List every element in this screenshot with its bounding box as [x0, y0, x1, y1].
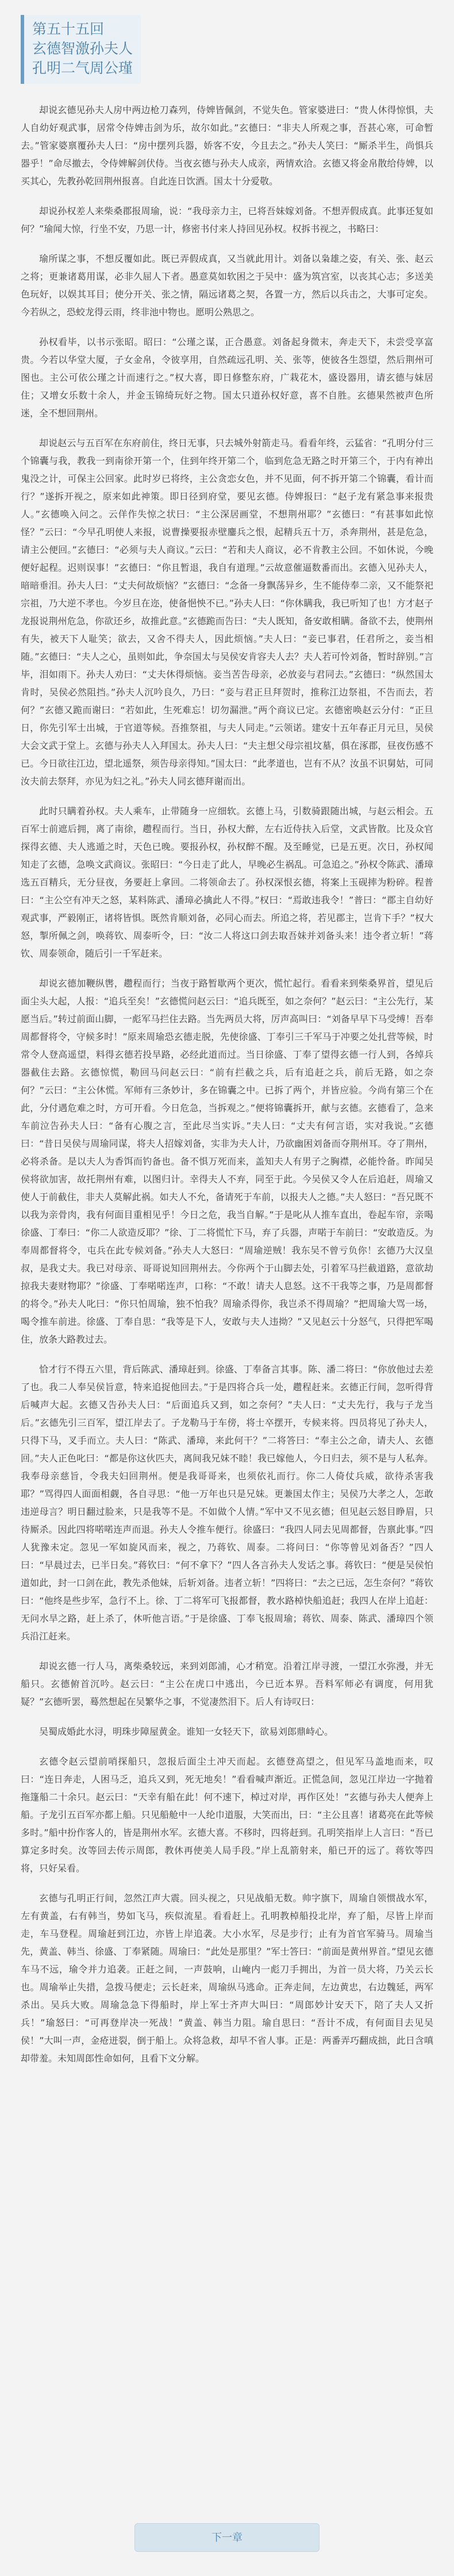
next-chapter-button[interactable]: 下一章 — [134, 2523, 320, 2552]
chapter-heading — [21, 15, 141, 84]
paragraph: 此时只瞒着孙权。夫人乘车，止带随身一应细软。玄德上马，引数骑跟随出城，与赵云相会。五百军士前遮后拥，离了南徐，趱程而行。当日，孙权大醉，左右近侍扶入后堂，文武皆散。比及众官探得玄德、夫人逃遁之时，天色已晚。要报孙权，孙权醉不醒。及至睡觉，已是五更。次日，孙权闻知走了玄德，急唤文武商议。张昭曰：“今日走了此人，早晚必生祸乱。可急追之。”孙权令陈武、潘璋选五百精兵，无分昼夜，务要赶上拿回。二将领命去了。孙权深恨玄德，将案上玉砚摔为粉碎。程普曰：“主公空有冲天之怒，某料陈武、潘璋必擒此人不得。”权曰：“焉敢违我令！”普曰：“郡主自幼好观武事，严毅刚正，诸将皆惧。既然肯顺刘备，必同心而去。所追之将，若见郡主，岂肯下手？”权大怒，掣所佩之剑，唤蒋钦、周泰听令，曰：“汝二人将这口剑去取吾妹并刘备头来！违令者立斩！”蒋钦、周泰领命，随后引一千军赶来。 — [21, 806, 433, 959]
paragraph: 玄德与孔明正行间，忽然江声大震。回头视之，只见战船无数。帅字旗下，周瑜自领惯战水军，左有黄盖，右有韩当，势如飞马，疾似流星。看看赶上。孔明教棹船投北岸，弃了船，尽皆上岸而走，车马登程。周瑜赶到江边，亦皆上岸追袭。大小水军，尽是步行；止有为首官军骑马。周瑜当先，黄盖、韩当、徐盛、丁奉紧随。周瑜曰：“此处是那里？”军士答曰：“前面是黄州界首。”望见玄德车马不远，瑜令并力追袭。正赶之间，一声鼓响，山崦内一彪刀手拥出，为首一员大将，乃关云长也。周瑜举止失措，急拨马便走；云长赶来，周瑜纵马逃命。正奔走间，左边黄忠，右边魏延，两军杀出。吴兵大败。周瑜急急下得船时，岸上军士齐声大叫曰：“周郎妙计安天下，陪了夫人又折兵！”瑜怒曰：“可再登岸决一死战！”黄盖、韩当力阻。瑜自思曰：“吾计不成，有何面目去见吴侯！”大叫一声，金疮迸裂，倒于船上。众将急救，却早不省人事。正是：两番弄巧翻成拙，此日含嗔却带羞。未知周郎性命如何，且看下文分解。 — [21, 1893, 433, 2064]
chapter-number: 第五十五回 — [32, 21, 105, 37]
paragraph: 却说玄德加鞭纵辔，趱程而行；当夜于路暂歇两个更次，慌忙起行。看看来到柴桑界首，望见后面尘头大起，人报：“追兵至矣！”玄德慌问赵云曰：“追兵既至，如之奈何？”赵云曰：“主公先行，某愿当后。”转过前面山脚，一彪军马拦住去路。当先两员大将，厉声高叫曰：“刘备早早下马受缚！吾奉周都督将令，守候多时！”原来周瑜恐玄德走脱，先使徐盛、丁奉引三千军马于冲要之处扎营等候，时常令人登高遥望，料得玄德若投旱路，必经此道而过。当日徐盛、丁奉了望得玄德一行人到，各绰兵器截住去路。玄德惊慌，勒回马问赵云曰：“前有拦截之兵，后有追赶之兵，前后无路，如之奈何？”云曰：“主公休慌。军师有三条妙计，多在锦囊之中。已拆了两个，并皆应验。今尚有第三个在此，分付遇危难之时，方可开看。今日危急，当拆观之。”便将锦囊拆开，献与玄德。玄德看了，急来车前泣告孙夫人曰：“备有心腹之言，至此尽当实诉。”夫人曰：“丈夫有何言语，实对我说。”玄德曰：“昔日吴侯与周瑜同谋，将夫人招嫁刘备，实非为夫人计，乃欲幽困刘备而夺荆州耳。夺了荆州，必将杀备。是以夫人为香饵而钓备也。备不惧万死而来，盖知夫人有男子之胸襟，必能怜备。昨闻吴侯将欲加害，故托荆州有难，以图归计。幸得夫人不弃，同至于此。今吴侯又令人在后追赶，周瑜又使人于前截住，非夫人莫解此祸。如夫人不允，备请死于车前，以报夫人之德。”夫人怒曰：“吾兄既不以我为亲骨肉，我有何面目重相见乎！今日之危，我当自解。”于是叱从人推车直出，卷起车帘，亲喝徐盛、丁奉曰：“你二人欲造反耶？”徐、丁二将慌忙下马，弃了兵器，声喏于车前曰：“安敢造反。为奉周都督将令，屯兵在此专候刘备。”孙夫人大怒曰：“周瑜逆贼！我东吴不曾亏负你！玄德乃大汉皇叔，是我丈夫。我已对母亲、哥哥说知回荆州去。今你两个于山脚去处，引着军马拦截道路，意欲劫掠我夫妻财物耶？”徐盛、丁奉喏喏连声，口称：“不敢！请夫人息怒。这不干我等之事，乃是周都督的将令。”孙夫人叱曰：“你只怕周瑜，独不怕我？周瑜杀得你，我岂杀不得周瑜？”把周瑜大骂一场，喝令推车前进。徐盛、丁奉自思：“我等是下人，安敢与夫人违拗？”又见赵云十分怒气，只得把军喝住，放条大路教过去。 — [21, 978, 433, 1345]
paragraph: 却说玄德一行人马，离柴桑较远，来到刘郎浦，心才稍宽。沿着江岸寻渡，一望江水弥漫，并无船只。玄德俯首沉吟。赵云曰：“主公在虎口中逃出，今已近本界。吾料军师必有调度，何用犹疑？”玄德听罢，蓦然想起在吴繁华之事，不觉凄然泪下。后人有诗叹曰： — [21, 1661, 433, 1707]
chapter-navigation — [134, 2523, 320, 2552]
chapter-title-line-2: 孔明二气周公瑾 — [32, 60, 133, 76]
poem-paragraph: 吴蜀成婚此水浔，明珠步障屋黄金。谁知一女轻天下，欲易刘郎鼎峙心。 — [39, 1726, 334, 1737]
paragraph: 玄德令赵云望前哨探船只，忽报后面尘土冲天而起。玄德登高望之，但见军马盖地而来，叹曰：“连日奔走，人困马乏，追兵又到，死无地矣！”看看喊声渐近。正慌急间，忽见江岸边一字抛着拖篷船二十余只。赵云曰：“天幸有船在此！何不速下，棹过对岸，再作区处！”玄德与孙夫人便奔上船。子龙引五百军亦都上船。只见船舱中一人纶巾道服，大笑而出，曰：“主公且喜！诸葛亮在此等候多时。”船中扮作客人的，皆是荆州水军。玄德大喜。不移时，四将赶到。孔明笑指岸上人言曰：“吾已算定多时矣。汝等回去传示周郎，教休再使美人局手段。”岸上乱箭射来，船已开的远了。蒋钦等四将，只好呆看。 — [21, 1756, 433, 1874]
chapter-content — [21, 101, 433, 2067]
paragraph: 瑜所谋之事，不想反覆如此。既已弄假成真，又当就此用计。刘备以枭雄之姿，有关、张、赵云之将；更兼诸葛用谋，必非久屈人下者。愚意莫如软困之于吴中：盛为筑宫室，以丧其心志；多送美色玩好，以娱其耳目；使分开关、张之情，隔远诸葛之契，各置一方，然后以兵击之，大事可定矣。今若纵之，恐蛟龙得云雨，终非池中物也。愿明公熟思之。 — [21, 253, 433, 318]
paragraph: 恰才行不得五六里，背后陈武、潘璋赶到。徐盛、丁奉备言其事。陈、潘二将曰：“你放他过去差了也。我二人奉吴侯旨意，特来追捉他回去。”于是四将合兵一处，趱程赶来。玄德正行间，忽听得背后喊声大起。玄德又告孙夫人曰：“后面追兵又到，如之奈何？”夫人曰：“丈夫先行，我与子龙当后。”玄德先引三百军，望江岸去了。子龙勒马于车傍，将士卒摆开，专候来将。四员将见了孙夫人，只得下马，叉手而立。夫人曰：“陈武、潘璋，来此何干？”二将答曰：“奉主公之命，请夫人、玄德回。”夫人正色叱曰：“都是你这伙匹夫，离间我兄妹不睦！我已嫁他人，今日归去，须不是与人私奔。我奉母亲慈旨，令我夫妇回荆州。便是我哥哥来，也须依礼而行。你二人倚仗兵威，欲待杀害我耶？”骂得四人面面相觑，各自寻思：“他一万年也只是兄妹。更兼国太作主；吴侯乃大孝之人，怎敢违逆母言？明日翻过脸来，只是我等不是。不如做个人情。”军中又不见玄德；但见赵云怒目睁眉，只待厮杀。因此四将喏喏连声而退。孙夫人令推车便行。徐盛曰：“我四人同去见周都督，告禀此事。”四人犹豫未定。忽见一军如旋风而来，视之，乃蒋钦、周泰。二将问曰：“你等曾见刘备否？”四人曰：“早晨过去，已半日矣。”蒋钦曰：“何不拿下？”四人各言孙夫人发话之事。蒋钦曰：“便是吴侯怕道如此，封一口剑在此，教先杀他妹，后斩刘备。违者立斩！”四将曰：“去之已远，怎生奈何？”蒋钦曰：“他终是些步军，急行不上。徐、丁二将军可飞报都督，教水路棹快船追赶；我四人在岸上追赶：无问水旱之路，赶上杀了，休听他言语。”于是徐盛、丁奉飞报周瑜；蒋钦、周泰、陈武、潘璋四个领兵沿江赶来。 — [21, 1364, 433, 1642]
chapter-title-line-1: 玄德智激孙夫人 — [32, 40, 133, 57]
paragraph: 却说赵云与五百军在东府前住，终日无事，只去城外射箭走马。看看年终，云猛省：“孔明分付三个锦囊与我，教我一到南徐开第一个，住到年终开第二个，临到危急无路之时开第三个，于内有神出鬼没之计，可保主公回家。此时岁已将终，主公贪恋女色，并不见面，何不拆开第二个锦囊，看计而行？”遂拆开视之，原来如此神策。即日径到府堂，要见玄德。侍婢报曰：“赵子龙有紧急事来报贵人。”玄德唤入问之。云佯作失惊之状曰：“主公深居画堂，不想荆州耶？”玄德曰：“有甚事如此惊怪？”云曰：“今早孔明使人来报，说曹操要报赤壁鏖兵之恨，起精兵五十万，杀奔荆州，甚是危急，请主公便回。”玄德曰：“必须与夫人商议。”云曰：“若和夫人商议，必不肯教主公回。不如休说，今晚便好起程。迟则误事！”玄德曰：“你且暂退，我自有道理。”云故意催逼数番而出。玄德入见孙夫人，暗暗垂泪。孙夫人曰：“丈夫何故烦恼？”玄德曰：“念备一身飘荡异乡，生不能侍奉二亲，又不能祭祀宗祖，乃大逆不孝也。今岁旦在迩，使备悒怏不已。”孙夫人曰：“你休瞒我，我已听知了也！方才赵子龙报说荆州危急，你欲还乡，故推此意。”玄德跪而告曰：“夫人既知，备安敢相瞒。备欲不去，使荆州有失，被天下人耻笑；欲去，又舍不得夫人，因此烦恼。”夫人曰：“妾已事君，任君所之，妾当相随。”玄德曰：“夫人之心，虽则如此，争奈国太与吴侯安肯容夫人去？夫人若可怜刘备，暂时辞别。”言毕，泪如雨下。孙夫人劝曰：“丈夫休得烦恼。妾当苦告母亲，必放妾与君同去。”玄德曰：“纵然国太肯时，吴侯必然阻挡。”孙夫人沉吟良久，乃曰：“妾与君正旦拜贺时，推称江边祭祖，不告而去，若何？”玄德又跪而谢曰：“若如此，生死难忘！切勿漏泄。”两个商议已定。玄德密唤赵云分付：“正旦日，你先引军士出城，于官道等候。吾推祭祖，与夫人同走。”云领诺。建安十五年春正月元旦，吴侯大会文武于堂上。玄德与孙夫人入拜国太。孙夫人曰：“夫主想父母宗祖坟墓，俱在涿郡，昼夜伤感不已。今日欲往江边，望北遥祭，须告母亲得知。”国太曰：“此孝道也，岂有不从？汝虽不识舅姑，可同汝夫前去祭拜，亦见为妇之礼。”孙夫人同玄德拜谢而出。 — [21, 438, 433, 787]
paragraph: 孙权看毕，以书示张昭。昭曰：“公瑾之谋，正合愚意。刘备起身微末，奔走天下，未尝受享富贵。今若以华堂大厦，子女金帛，令彼享用，自然疏远孔明、关、张等，使彼各生怨望，然后荆州可图也。主公可依公瑾之计而速行之。”权大喜，即日修整东府，广栽花木，盛设器用，请玄德与妹居住；又增女乐数十余人，并金玉锦绮玩好之物。国太只道孙权好意，喜不自胜。玄德果然被声色所迷，全不想回荆州。 — [21, 336, 433, 419]
paragraph: 却说孙权差人来柴桑郡报周瑜，说：“我母亲力主，已将吾妹嫁刘备。不想弄假成真。此事还复如何？”瑜闻大惊，行坐不安，乃思一计，修密书付来人持回见孙权。权拆书视之，书略曰： — [21, 206, 433, 234]
paragraph: 却说玄德见孙夫人房中两边枪刀森列，侍婢皆佩剑，不觉失色。管家婆进曰：“贵人休得惊惧，夫人自幼好观武事，居常令侍婢击剑为乐，故尔如此。”玄德曰：“非夫人所观之事，吾甚心寒，可命暂去。”管家婆禀覆孙夫人曰：“房中摆列兵器，娇客不安，今且去之。”孙夫人笑曰：“厮杀半生，尚惧兵器乎！”命尽撤去，令侍婢解剑伏侍。当夜玄德与孙夫人成亲，两情欢洽。玄德又将金帛散给侍婢，以买其心，先教孙乾回荆州报喜。自此连日饮酒。国太十分爱敬。 — [21, 105, 433, 187]
